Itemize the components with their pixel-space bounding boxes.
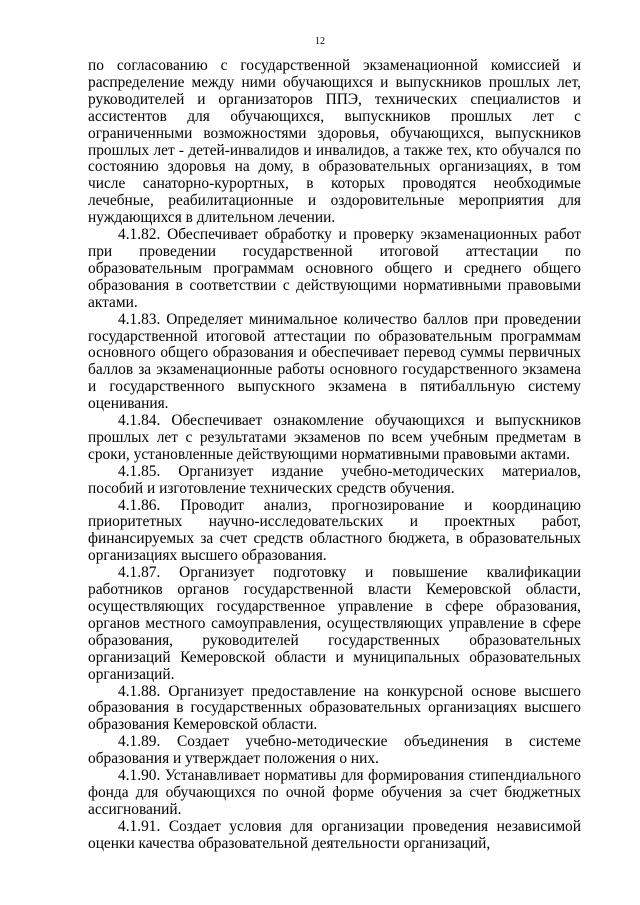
paragraph-4-1-91: 4.1.91. Создает условия для организации проведения независимой оценки качества образовательной деятельности организаций, (88, 817, 581, 852)
page-number: 12 (315, 36, 325, 47)
paragraph-4-1-90: 4.1.90. Устанавливает нормативы для формирования стипендиального фонда для обучающихся по очной форме обучения за счет бюджетных ассигнований. (88, 767, 581, 818)
document-body (88, 58, 581, 853)
paragraph-4-1-85: 4.1.85. Организует издание учебно-методических материалов, пособий и изготовление технических средств обучения. (88, 462, 581, 497)
paragraph-4-1-89: 4.1.89. Создает учебно-методические объединения в системе образования и утверждает положения о них. (88, 733, 581, 768)
paragraph-4-1-88: 4.1.88. Организует предоставление на конкурсной основе высшего образования в государственных образовательных организациях высшего образования Кемеровской области. (88, 682, 581, 734)
paragraph-4-1-84: 4.1.84. Обеспечивает ознакомление обучающихся и выпускников прошлых лет с результатами экзаменов по всем учебным предметам в сроки, установленные действующими нормативными правовыми актами. (88, 412, 581, 463)
paragraph-4-1-86: 4.1.86. Проводит анализ, прогнозирование и координацию приоритетных научно-исследовательских и проектных работ, финансируемых за счет средств областного бюджета, в образовательных организациях высшего образования. (88, 496, 581, 565)
paragraph-continuation: по согласованию с государственной экзаменационной комиссией и распределение между ними обучающихся и выпускников прошлых лет, руководителей и организаторов ППЭ, технических специалистов и ассистентов для обучающихся, выпускников прошлых лет с ограниченными возможностями здоровья, обучающихся, выпускников прошлых лет - детей-инвалидов и инвалидов, а также тех, кто обучался по состоянию здоровья на дому, в образовательных организациях, в том числе санаторно-курортных, в которых проводятся необходимые лечебные, реабилитационные и оздоровительные мероприятия для нуждающихся в длительном лечении. (88, 57, 581, 227)
paragraph-4-1-82: 4.1.82. Обеспечивает обработку и проверку экзаменационных работ при проведении государственной итоговой аттестации по образовательным программам основного общего и среднего общего образования в соответствии с действующими нормативными правовыми актами. (88, 226, 581, 311)
paragraph-4-1-87: 4.1.87. Организует подготовку и повышение квалификации работников органов государственной власти Кемеровской области, осуществляющих государственное управление в сфере образования, органов местного самоуправления, осуществляющих управление в сфере образования, руководителей государственных образовательных организаций Кемеровской области и муниципальных образовательных организаций. (88, 564, 581, 683)
paragraph-4-1-83: 4.1.83. Определяет минимальное количество баллов при проведении государственной итоговой аттестации по образовательным программам основного общего образования и обеспечивает перевод суммы первичных баллов за экзаменационные работы основного государственного экзамена и государственного выпускного экзамена в пятибалльную систему оценивания. (88, 310, 581, 413)
